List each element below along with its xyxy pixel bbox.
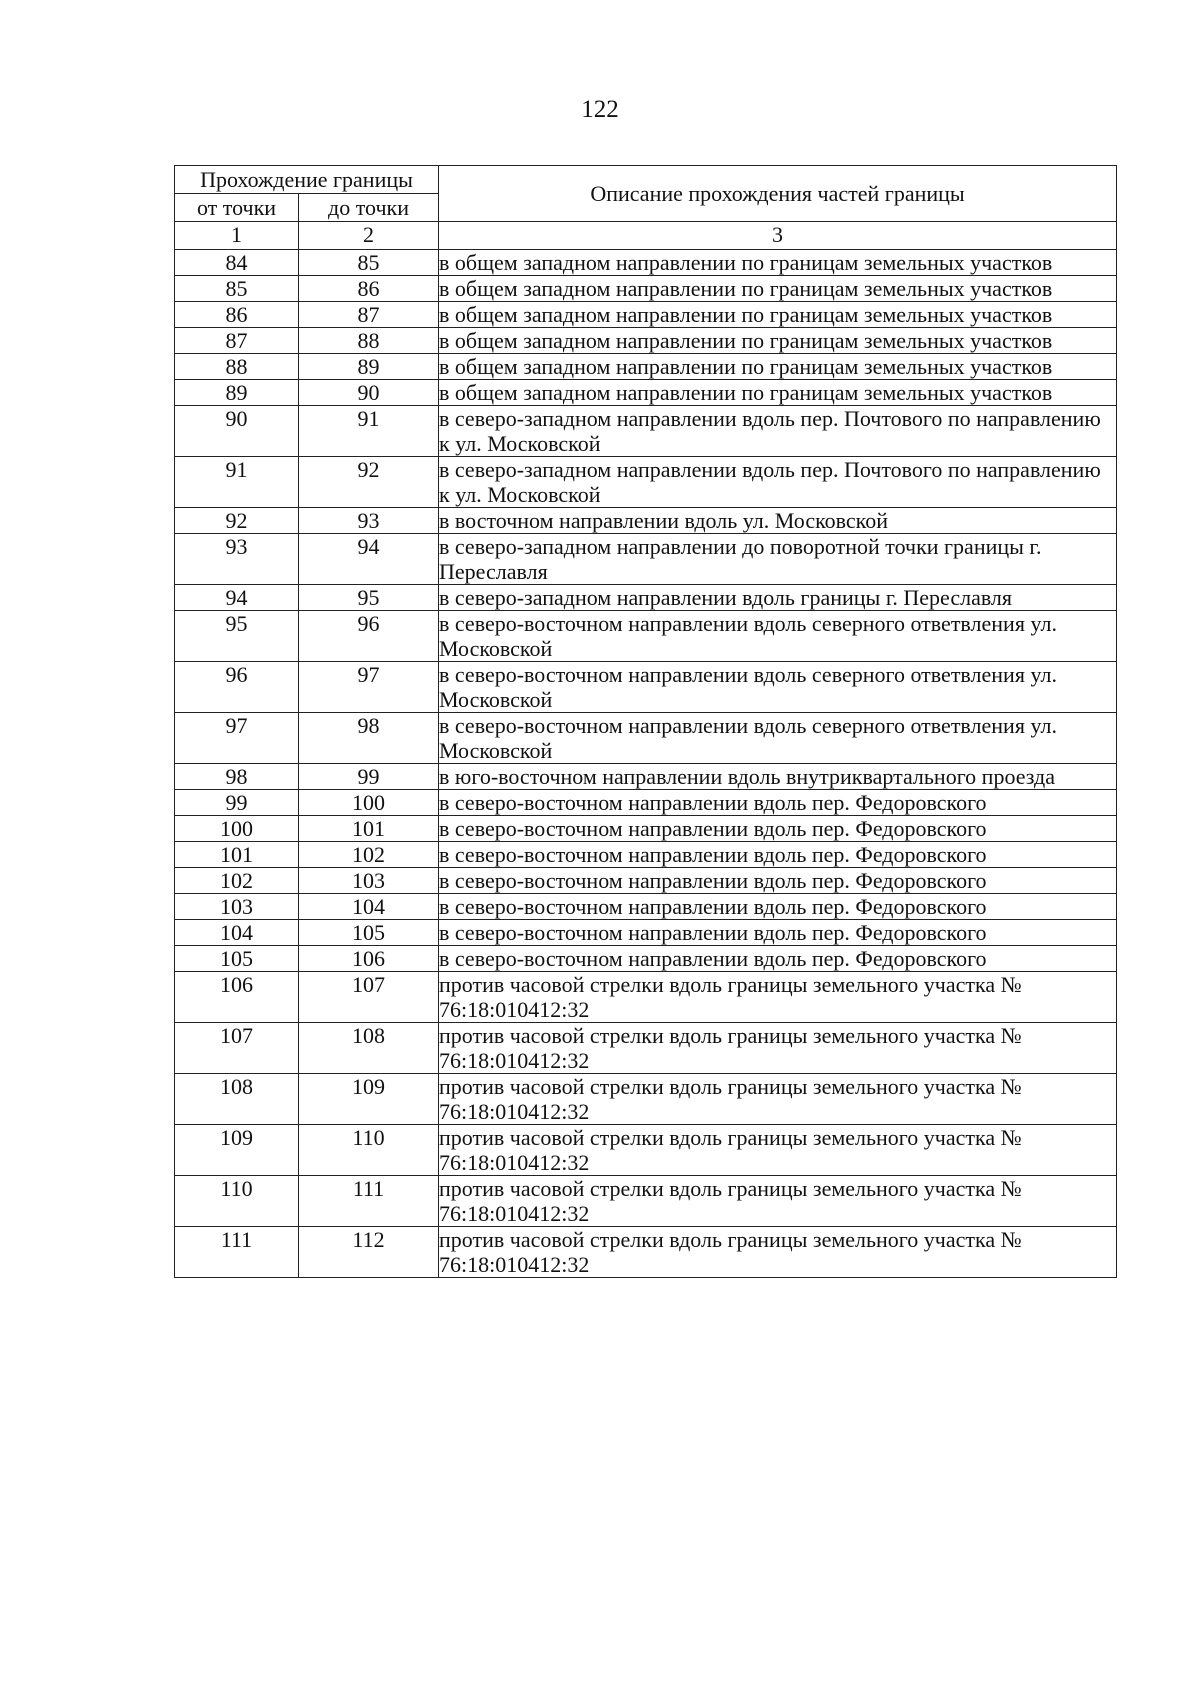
point-from: 104	[175, 920, 299, 946]
column-number: 1	[175, 222, 299, 250]
table-row	[175, 457, 1117, 508]
point-from: 108	[175, 1074, 299, 1125]
point-to: 112	[299, 1227, 439, 1278]
point-to: 98	[299, 713, 439, 764]
point-from: 94	[175, 585, 299, 611]
boundary-description: в общем западном направлении по границам земельных участков	[439, 250, 1117, 276]
table-row	[175, 790, 1117, 816]
point-from: 90	[175, 406, 299, 457]
point-from: 85	[175, 276, 299, 302]
point-to: 93	[299, 508, 439, 534]
point-to: 87	[299, 302, 439, 328]
point-from: 96	[175, 662, 299, 713]
point-from: 97	[175, 713, 299, 764]
point-from: 92	[175, 508, 299, 534]
table-row	[175, 354, 1117, 380]
boundary-description: в северо-восточном направлении вдоль пер. Федоровского	[439, 816, 1117, 842]
point-to: 100	[299, 790, 439, 816]
point-from: 88	[175, 354, 299, 380]
point-to: 85	[299, 250, 439, 276]
boundary-description: против часовой стрелки вдоль границы земельного участка № 76:18:010412:32	[439, 1227, 1117, 1278]
point-from: 99	[175, 790, 299, 816]
point-to: 95	[299, 585, 439, 611]
point-to: 102	[299, 842, 439, 868]
table-row	[175, 713, 1117, 764]
boundary-table	[174, 165, 1117, 1278]
boundary-description: в северо-западном направлении до поворотной точки границы г. Переславля	[439, 534, 1117, 585]
table-row	[175, 611, 1117, 662]
table-row	[175, 534, 1117, 585]
point-from: 84	[175, 250, 299, 276]
column-number: 2	[299, 222, 439, 250]
table-row	[175, 302, 1117, 328]
point-from: 86	[175, 302, 299, 328]
point-to: 101	[299, 816, 439, 842]
point-to: 111	[299, 1176, 439, 1227]
point-from: 100	[175, 816, 299, 842]
header-passage: Прохождение границы	[175, 166, 439, 194]
boundary-description: в северо-восточном направлении вдоль пер. Федоровского	[439, 868, 1117, 894]
point-to: 90	[299, 380, 439, 406]
point-to: 94	[299, 534, 439, 585]
boundary-description: в общем западном направлении по границам земельных участков	[439, 328, 1117, 354]
point-to: 104	[299, 894, 439, 920]
table-row	[175, 585, 1117, 611]
point-to: 109	[299, 1074, 439, 1125]
boundary-description: в общем западном направлении по границам земельных участков	[439, 302, 1117, 328]
point-from: 107	[175, 1023, 299, 1074]
boundary-description: в юго-восточном направлении вдоль внутриквартального проезда	[439, 764, 1117, 790]
point-to: 106	[299, 946, 439, 972]
point-from: 87	[175, 328, 299, 354]
table-row	[175, 1074, 1117, 1125]
point-to: 86	[299, 276, 439, 302]
point-from: 106	[175, 972, 299, 1023]
page-number: 122	[581, 96, 619, 123]
column-number: 3	[439, 222, 1117, 250]
table-header	[175, 166, 1117, 250]
point-to: 96	[299, 611, 439, 662]
point-to: 88	[299, 328, 439, 354]
header-to: до точки	[299, 194, 439, 222]
point-from: 101	[175, 842, 299, 868]
boundary-description: в северо-восточном направлении вдоль пер. Федоровского	[439, 946, 1117, 972]
table-row	[175, 972, 1117, 1023]
point-to: 92	[299, 457, 439, 508]
table-row	[175, 842, 1117, 868]
boundary-description: в северо-восточном направлении вдоль северного ответвления ул. Московской	[439, 662, 1117, 713]
boundary-description: в северо-восточном направлении вдоль пер. Федоровского	[439, 842, 1117, 868]
point-to: 108	[299, 1023, 439, 1074]
table-body	[175, 250, 1117, 1278]
table-row	[175, 250, 1117, 276]
table-row	[175, 868, 1117, 894]
boundary-description: в северо-западном направлении вдоль пер. Почтового по направлению к ул. Московской	[439, 457, 1117, 508]
boundary-description: в общем западном направлении по границам земельных участков	[439, 276, 1117, 302]
boundary-description: против часовой стрелки вдоль границы земельного участка № 76:18:010412:32	[439, 1023, 1117, 1074]
table-row	[175, 276, 1117, 302]
point-to: 103	[299, 868, 439, 894]
boundary-description: против часовой стрелки вдоль границы земельного участка № 76:18:010412:32	[439, 1176, 1117, 1227]
boundary-description: против часовой стрелки вдоль границы земельного участка № 76:18:010412:32	[439, 972, 1117, 1023]
point-to: 89	[299, 354, 439, 380]
table-row	[175, 380, 1117, 406]
boundary-description: в северо-западном направлении вдоль пер. Почтового по направлению к ул. Московской	[439, 406, 1117, 457]
boundary-description: против часовой стрелки вдоль границы земельного участка № 76:18:010412:32	[439, 1125, 1117, 1176]
point-from: 111	[175, 1227, 299, 1278]
table-row	[175, 328, 1117, 354]
table-row	[175, 406, 1117, 457]
point-from: 98	[175, 764, 299, 790]
point-from: 95	[175, 611, 299, 662]
point-from: 93	[175, 534, 299, 585]
boundary-description: против часовой стрелки вдоль границы земельного участка № 76:18:010412:32	[439, 1074, 1117, 1125]
point-from: 105	[175, 946, 299, 972]
table-row	[175, 1176, 1117, 1227]
point-to: 110	[299, 1125, 439, 1176]
table-row	[175, 920, 1117, 946]
point-to: 97	[299, 662, 439, 713]
point-from: 109	[175, 1125, 299, 1176]
header-from: от точки	[175, 194, 299, 222]
boundary-description: в северо-восточном направлении вдоль северного ответвления ул. Московской	[439, 611, 1117, 662]
table-row	[175, 1125, 1117, 1176]
boundary-description: в северо-восточном направлении вдоль пер. Федоровского	[439, 894, 1117, 920]
table-row	[175, 1023, 1117, 1074]
table-row	[175, 816, 1117, 842]
header-description: Описание прохождения частей границы	[439, 166, 1117, 222]
boundary-description: в общем западном направлении по границам земельных участков	[439, 380, 1117, 406]
boundary-description: в восточном направлении вдоль ул. Московской	[439, 508, 1117, 534]
boundary-description: в северо-восточном направлении вдоль пер. Федоровского	[439, 790, 1117, 816]
boundary-description: в северо-западном направлении вдоль границы г. Переславля	[439, 585, 1117, 611]
point-from: 110	[175, 1176, 299, 1227]
point-from: 91	[175, 457, 299, 508]
table-row	[175, 508, 1117, 534]
point-to: 99	[299, 764, 439, 790]
table-row	[175, 946, 1117, 972]
table-row	[175, 1227, 1117, 1278]
boundary-description: в северо-восточном направлении вдоль пер. Федоровского	[439, 920, 1117, 946]
boundary-description: в общем западном направлении по границам земельных участков	[439, 354, 1117, 380]
point-to: 107	[299, 972, 439, 1023]
boundary-description: в северо-восточном направлении вдоль северного ответвления ул. Московской	[439, 713, 1117, 764]
point-from: 89	[175, 380, 299, 406]
point-from: 102	[175, 868, 299, 894]
point-to: 91	[299, 406, 439, 457]
point-to: 105	[299, 920, 439, 946]
table-row	[175, 764, 1117, 790]
table-row	[175, 894, 1117, 920]
point-from: 103	[175, 894, 299, 920]
table-row	[175, 662, 1117, 713]
